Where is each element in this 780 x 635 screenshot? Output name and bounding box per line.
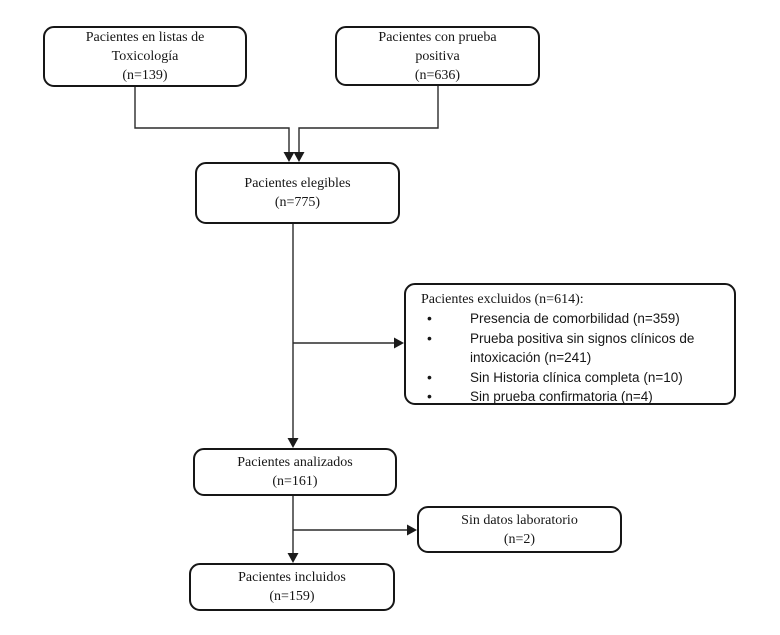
- excluded-reason: Sin prueba confirmatoria (n=4): [470, 389, 653, 404]
- box-text-line: Pacientes en listas de: [85, 30, 205, 45]
- list-item: [421, 387, 724, 407]
- arrowhead-down-icon: [294, 152, 305, 162]
- box-text-line: Pacientes con prueba: [378, 29, 497, 45]
- box-pacientes-toxicologia: [43, 26, 247, 87]
- box-count: (n=161): [272, 474, 318, 489]
- box-text-line: Toxicología: [111, 49, 179, 64]
- excluded-reasons-list: [421, 309, 724, 407]
- bullet-icon: •: [427, 310, 432, 326]
- excluded-reason: Presencia de comorbilidad (n=359): [470, 311, 680, 326]
- box-pacientes-analizados: [193, 448, 397, 496]
- box-count: (n=636): [414, 67, 461, 83]
- connector-prueba-elegibles: [299, 86, 438, 153]
- excluded-reason: Sin Historia clínica completa (n=10): [470, 369, 683, 385]
- box-count: (n=2): [503, 531, 536, 547]
- box-count: (n=139): [122, 68, 168, 83]
- box-text-line: positiva: [415, 48, 460, 64]
- arrowhead-down-icon: [288, 438, 299, 448]
- box-sin-datos-laboratorio: [417, 506, 622, 553]
- arrowhead-down-icon: [288, 553, 299, 563]
- box-count: (n=159): [269, 589, 315, 604]
- bullet-icon: •: [427, 329, 432, 346]
- bullet-icon: •: [427, 368, 432, 385]
- connector-toxicologia-elegibles: [135, 87, 289, 153]
- box-text-line: Pacientes elegibles: [244, 176, 351, 191]
- list-item: [421, 309, 724, 329]
- box-pacientes-incluidos: [189, 563, 395, 611]
- arrowhead-down-icon: [284, 152, 295, 162]
- list-item: [421, 329, 724, 368]
- bullet-icon: •: [427, 388, 432, 404]
- list-item: [421, 368, 724, 388]
- box-pacientes-prueba-positiva: [335, 26, 540, 86]
- arrowhead-right-icon: [394, 338, 404, 349]
- arrowhead-right-icon: [407, 525, 417, 536]
- box-text-line: Pacientes incluidos: [238, 570, 346, 585]
- box-text-line: Sin datos laboratorio: [461, 512, 578, 528]
- box-count: (n=775): [274, 195, 321, 210]
- excluded-reason: Prueba positiva sin signos clínicos de intoxicación (n=241): [470, 330, 695, 365]
- excluded-header: Pacientes excluidos (n=614):: [421, 292, 584, 307]
- box-pacientes-excluidos: [404, 283, 736, 405]
- box-pacientes-elegibles: [195, 162, 400, 224]
- box-text-line: Pacientes analizados: [237, 455, 353, 470]
